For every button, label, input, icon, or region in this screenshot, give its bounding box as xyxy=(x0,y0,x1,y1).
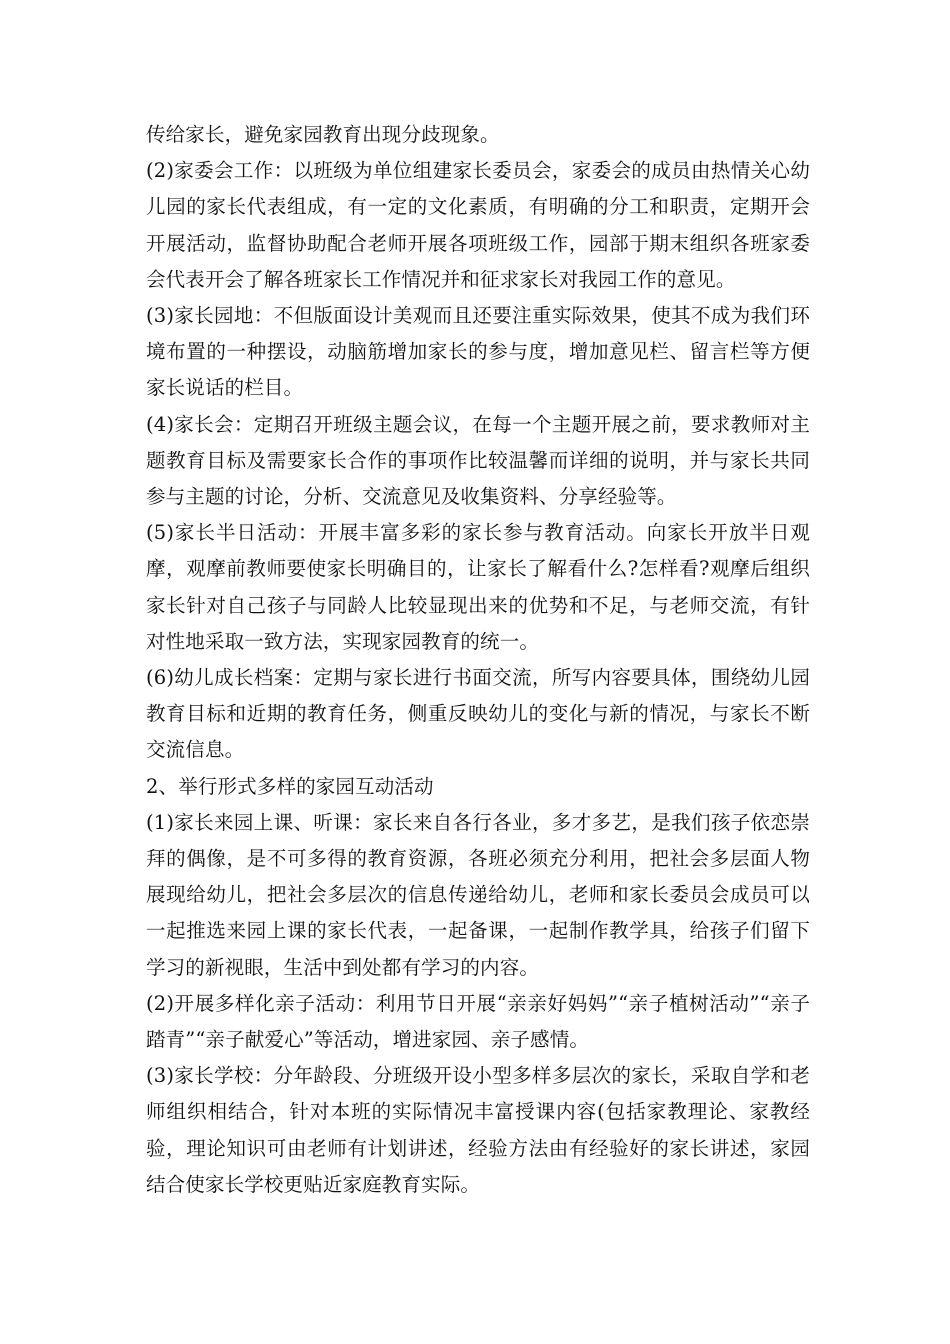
paragraph-parent-teaching: (1)家长来园上课、听课：家长来自各行各业，多才多艺，是我们孩子依恋崇拜的偶像，是不可多得的教育资源，各班必须充分利用，把社会多层面人物展现给幼儿，把社会多层次的信息传递给幼儿，老师和家长委员会成员可以一起推选来园上课的家长代表，一起备课，一起制作教学具，给孩子们留下学习的新视眼，生活中到处都有学习的内容。 xyxy=(146,810,810,979)
document-body xyxy=(146,117,810,1203)
paragraph-half-day-activity: (5)家长半日活动：开展丰富多彩的家长参与教育活动。向家长开放半日观摩，观摩前教师要使家长明确目的，让家长了解看什么?怎样看?观摩后组织家长针对自己孩子与同龄人比较显现出来的优势和不足，与老师交流，有针对性地采取一致方法，实现家园教育的统一。 xyxy=(146,521,810,653)
paragraph-parent-committee: (2)家委会工作：以班级为单位组建家长委员会，家委会的成员由热情关心幼儿园的家长代表组成，有一定的文化素质，有明确的分工和职责，定期开会开展活动，监督协助配合老师开展各项班级工作，园部于期末组织各班家委会代表开会了解各班家长工作情况并和征求家长对我园工作的意见。 xyxy=(146,159,810,291)
paragraph-parent-school: (3)家长学校：分年龄段、分班级开设小型多样多层次的家长，采取自学和老师组织相结合，针对本班的实际情况丰富授课内容(包括家教理论、家教经验，理论知识可由老师有计划讲述，经验方法由有经验好的家长讲述，家园结合使家长学校更贴近家庭教育实际。 xyxy=(146,1064,810,1196)
paragraph-parent-garden: (3)家长园地：不但版面设计美观而且还要注重实际效果，使其不成为我们环境布置的一种摆设，动脑筋增加家长的参与度，增加意见栏、留言栏等方便家长说话的栏目。 xyxy=(146,304,810,400)
paragraph-parent-child-activities: (2)开展多样化亲子活动：利用节日开展“亲亲好妈妈”“亲子植树活动”“亲子踏青”“亲子献爱心”等活动，增进家园、亲子感情。 xyxy=(146,991,810,1052)
paragraph-continuation: 传给家长，避免家园教育出现分歧现象。 xyxy=(146,123,500,146)
paragraph-growth-archive: (6)幼儿成长档案：定期与家长进行书面交流，所写内容要具体，围绕幼儿园教育目标和近期的教育任务，侧重反映幼儿的变化与新的情况，与家长不断交流信息。 xyxy=(146,666,810,762)
section-heading-interactive-activities: 2、举行形式多样的家园互动活动 xyxy=(146,774,434,798)
paragraph-parent-meeting: (4)家长会：定期召开班级主题会议，在每一个主题开展之前，要求教师对主题教育目标及需要家长合作的事项作比较温馨而详细的说明，并与家长共同参与主题的讨论，分析、交流意见及收集资料、分享经验等。 xyxy=(146,412,810,509)
